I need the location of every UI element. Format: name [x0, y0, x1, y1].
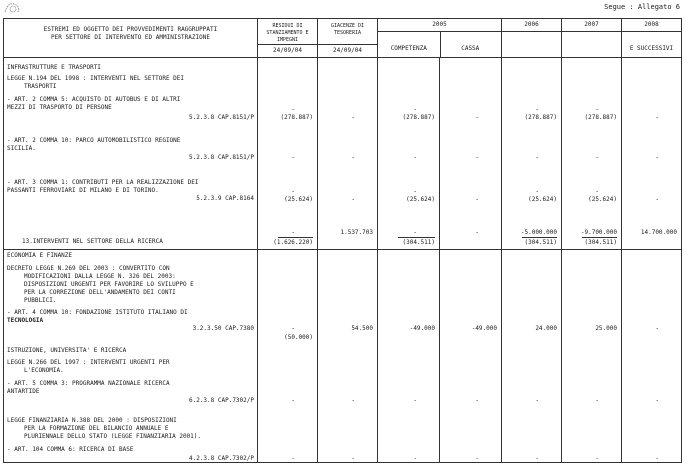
year-2007-column: - (278.887) - - (25.624) -9.700.000 (304.511) 25.000 - - — [562, 58, 622, 463]
header-giacenze: GIACENZE DI TESORERIA 24/09/04 — [318, 19, 378, 58]
table-header-row — [4, 19, 682, 58]
section-heading: ECONOMIA E FINANZE — [7, 252, 73, 259]
total-row-label: 13.INTERVENTI NEL SETTORE DELLA RICERCA — [22, 238, 163, 245]
giacenze-column: - - - 1.537.703 54.500 - - — [318, 58, 378, 463]
seal-stamp-icon — [2, 0, 24, 16]
table-body-row — [4, 58, 682, 463]
allegato-table — [3, 18, 682, 463]
cassa-column: - - - - -49.000 - - — [440, 58, 502, 463]
section-heading: INFRASTRUTTURE E TRASPORTI — [7, 64, 101, 71]
header-2008: 2008 E SUCCESSIVI — [622, 19, 682, 58]
header-2006: 2006 — [502, 19, 562, 58]
year-2006-column: - (278.887) - - (25.624) -5.000.000 (304.511) 24.000 - - — [502, 58, 562, 463]
section-heading: ISTRUZIONE, UNIVERSITA' E RICERCA — [7, 347, 127, 354]
header-description: ESTREMI ED OGGETTO DEI PROVVEDIMENTI RAGGRUPPATI PER SETTORE DI INTERVENTO ED AMMINISTRAZIONE — [4, 19, 258, 58]
residui-column: - (278.887) - - (25.624) - (1.626.220) - (50.000) - - — [258, 58, 318, 463]
header-2007: 2007 — [562, 19, 622, 58]
header-residui: RESIDUI DI STANZIAMENTO E IMPEGNI 24/09/04 — [258, 19, 318, 58]
description-column: INFRASTRUTTURE E TRASPORTI LEGGE N.194 DEL 1998 : INTERVENTI NEL SETTORE DEI TRASPORTI - ART. 2 COMMA 5: ACQUISTO DI AUTOBUS E DI ALTRI MEZZI DI TRASPORTO DI PERSONE 5.2.3.8 CAP.8151/P - ART. 2 COMMA 10: PARCO AUTOMOBILISTICO REGIONE SICILIA. 5.2.3.8 CAP.8151/P - ART. 3 COMMA 1: CONTRIBUTI PER LA REALIZZAZIONE DEI PASSANTI FERROVIARI DI MILANO E DI TORINO. 5.2.3.9 CAP.8164 13.INTERVENTI NEL SETTORE DELLA RICERCA ECONOMIA E FINANZE DECRETO LEGGE N.269 DEL 2003 : CONVERTITO CON MODIFICAZIONI DALLA LEGGE N. 326 DEL 2003: DISPOSIZIONI URGENTI PER FAVORIRE LO SVILUPPO E PER LA CORREZIONE DELL'ANDAMENTO DEI CONTI PUBBLICI. - ART. 4 COMMA 10: FONDAZIONE ISTITUTO ITALIANO DI TECNOLOGIA 3.2.3.50 CAP.7380 ISTRUZIONE, UNIVERSITA' E RICERCA LEGGE N.266 DEL 1997 : INTERVENTI URGENTI PER L'ECONOMIA. - ART. 5 COMMA 3: PROGRAMMA NAZIONALE RICERCA ANTARTIDE 6.2.3.8 CAP.7302/P LEGGE FINANZIARIA N.388 DEL 2000 : DISPOSIZIONI PER LA FORMAZIONE DEL BILANCIO ANNUALE E PLURIENNALE DELLO STATO (LEGGE FINANZIARIA 2001). - ART. 104 COMMA 6: RICERCA DI BASE 4.2.3.8 CAP.7302/P — [4, 58, 258, 463]
competenza-column: - (278.887) - - (25.624) - (304.511) -49.000 - - — [378, 58, 440, 463]
header-2005: 2005 COMPETENZA CASSA — [378, 19, 502, 58]
page-label: Segue : Allegato 6 — [604, 3, 680, 11]
year-2008-column: - - - 14.700.000 - - - — [622, 58, 682, 463]
